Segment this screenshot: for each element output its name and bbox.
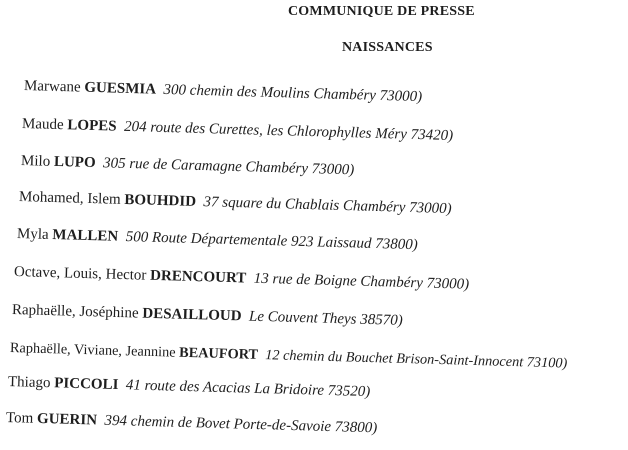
- birth-entry: [14, 264, 470, 294]
- surname: LUPO: [53, 153, 96, 172]
- address: 12 chemin du Bouchet Brison-Saint-Innocent 73100): [264, 347, 568, 372]
- surname: MALLEN: [52, 226, 119, 245]
- birth-entry: [10, 340, 568, 373]
- birth-entry: [22, 116, 454, 145]
- given-names: Raphaëlle, Joséphine: [11, 302, 143, 322]
- given-names: Milo: [20, 153, 55, 170]
- birth-entry: [24, 78, 423, 106]
- birth-entry: [21, 153, 355, 179]
- surname: GUERIN: [36, 410, 98, 429]
- given-names: Marwane: [23, 78, 85, 96]
- address: 500 Route Départementale 923 Laissaud 73800): [125, 229, 418, 254]
- address: 204 route des Curettes, les Chlorophylles Méry 73420): [123, 118, 454, 145]
- section-heading: NAISSANCES: [342, 40, 433, 55]
- given-names: Maude: [21, 116, 68, 134]
- birth-entry: [6, 410, 378, 437]
- surname: BOUHDID: [124, 191, 197, 210]
- birth-entry: [19, 189, 452, 218]
- address: 305 rue de Caramagne Chambéry 73000): [102, 155, 355, 179]
- address: 41 route des Acacias La Bridoire 73520): [125, 377, 371, 401]
- surname: PICCOLI: [54, 375, 119, 394]
- birth-entry: [17, 226, 418, 254]
- surname: DESAILLOUD: [142, 305, 242, 325]
- given-names: Raphaëlle, Viviane, Jeannine: [9, 340, 180, 361]
- birth-entry: [8, 374, 371, 401]
- surname: BEAUFORT: [178, 344, 259, 363]
- address: 394 chemin de Bovet Porte-de-Savoie 73800): [104, 412, 378, 437]
- address: 37 square du Chablais Chambéry 73000): [203, 194, 452, 218]
- birth-entry: [12, 302, 403, 330]
- given-names: Octave, Louis, Hector: [13, 264, 151, 284]
- address: 13 rue de Boigne Chambéry 73000): [253, 270, 470, 293]
- given-names: Thiago: [7, 374, 55, 392]
- given-names: Mohamed, Islem: [18, 189, 125, 208]
- given-names: Myla: [16, 226, 53, 243]
- surname: DRENCOURT: [149, 267, 247, 287]
- given-names: Tom: [5, 410, 38, 427]
- surname: LOPES: [67, 117, 117, 135]
- address: 300 chemin des Moulins Chambéry 73000): [163, 81, 423, 106]
- surname: GUESMIA: [84, 79, 157, 98]
- document-title: COMMUNIQUE DE PRESSE: [288, 4, 475, 19]
- address: Le Couvent Theys 38570): [248, 308, 403, 329]
